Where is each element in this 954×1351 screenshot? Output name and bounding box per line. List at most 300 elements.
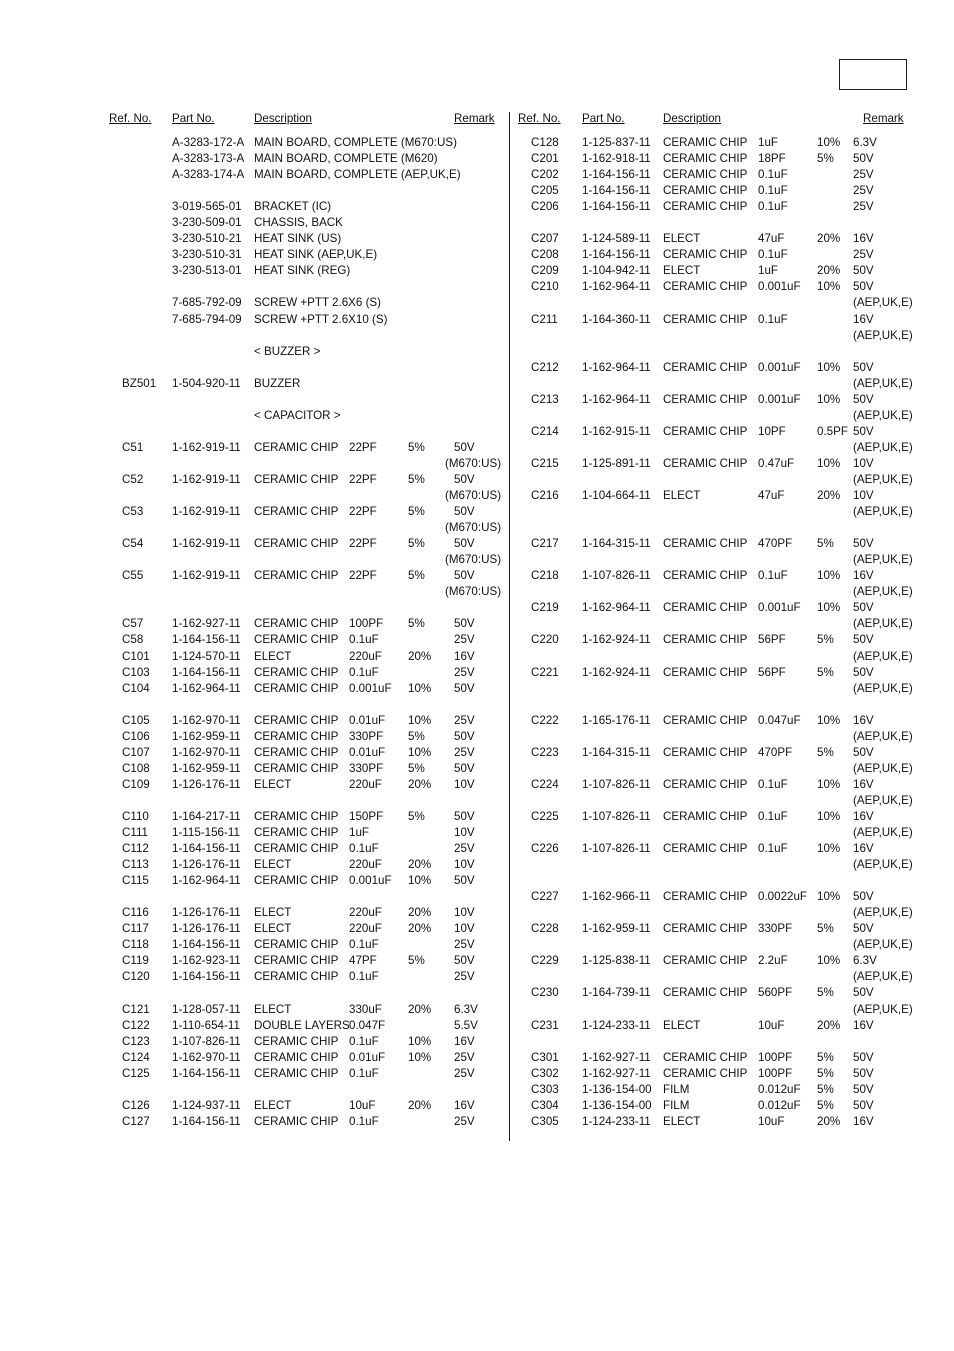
description-cell: CERAMIC CHIP xyxy=(663,954,748,968)
tolerance-cell: 20% xyxy=(408,906,432,920)
remark-cell: 50V xyxy=(853,633,874,647)
description-cell: CERAMIC CHIP xyxy=(663,184,748,198)
description-cell: ELECT xyxy=(254,858,292,872)
ref-no-cell: C103 xyxy=(122,665,150,679)
ref-no-cell: C217 xyxy=(531,537,559,551)
remark-cell: 16V xyxy=(454,1034,475,1048)
value-cell: 0.1uF xyxy=(349,1034,379,1048)
value-cell: 22PF xyxy=(349,569,377,583)
description-cell: CERAMIC CHIP xyxy=(254,874,339,888)
value-cell: 0.1uF xyxy=(758,809,788,823)
description-cell: ELECT xyxy=(663,264,701,278)
tolerance-cell: 10% xyxy=(408,1034,432,1048)
ref-no-cell: C118 xyxy=(122,938,149,952)
ref-no-cell: C108 xyxy=(122,761,150,775)
remark-cell: (AEP,UK,E) xyxy=(853,729,913,743)
description-cell: CHASSIS, BACK xyxy=(254,216,343,230)
value-cell: 10uF xyxy=(758,1114,785,1128)
ref-no-cell: C219 xyxy=(531,601,559,615)
description-cell: CERAMIC CHIP xyxy=(254,713,339,727)
part-no-cell: 1-162-964-11 xyxy=(582,392,651,406)
ref-no-cell: C105 xyxy=(122,713,150,727)
part-no-cell: 1-126-176-11 xyxy=(172,777,241,791)
description-cell: ELECT xyxy=(254,922,292,936)
description-cell: CERAMIC CHIP xyxy=(254,938,339,952)
remark-cell: 25V xyxy=(853,200,874,214)
remark-cell: 50V xyxy=(454,954,475,968)
part-no-cell: 1-126-176-11 xyxy=(172,906,241,920)
ref-no-cell: C107 xyxy=(122,745,150,759)
ref-no-cell: C205 xyxy=(531,184,559,198)
value-cell: 0.1uF xyxy=(349,665,379,679)
ref-no-cell: C211 xyxy=(531,312,558,326)
remark-cell: 50V xyxy=(853,1050,874,1064)
ref-no-cell: C57 xyxy=(122,617,144,631)
part-no-cell: A-3283-174-A xyxy=(172,168,245,182)
value-cell: 220uF xyxy=(349,906,382,920)
description-cell: ELECT xyxy=(663,1114,701,1128)
description-cell: CERAMIC CHIP xyxy=(663,890,748,904)
remark-cell: (AEP,UK,E) xyxy=(853,617,913,631)
ref-no-cell: C128 xyxy=(531,136,559,149)
tolerance-cell: 20% xyxy=(408,1098,432,1112)
description-cell: CERAMIC CHIP xyxy=(254,505,339,519)
part-no-cell: 1-125-891-11 xyxy=(582,456,651,470)
remark-cell: 50V xyxy=(853,264,874,278)
description-cell: ELECT xyxy=(254,649,292,663)
remark-cell: 50V xyxy=(454,472,475,486)
part-no-cell: 1-162-964-11 xyxy=(582,360,651,374)
remark-cell: 50V xyxy=(454,874,475,888)
value-cell: 470PF xyxy=(758,537,793,551)
description-cell: CERAMIC CHIP xyxy=(663,1050,748,1064)
part-no-cell: 1-162-915-11 xyxy=(582,424,651,438)
description-cell: CERAMIC CHIP xyxy=(254,809,339,823)
ref-no-cell: C122 xyxy=(122,1018,150,1032)
tolerance-cell: 20% xyxy=(408,1002,432,1016)
tolerance-cell: 20% xyxy=(817,232,841,246)
remark-cell: 50V xyxy=(853,537,874,551)
ref-no-cell: C121 xyxy=(122,1002,150,1016)
description-cell: HEAT SINK (AEP,UK,E) xyxy=(254,248,378,262)
value-cell: 0.001uF xyxy=(349,874,392,888)
tolerance-cell: 20% xyxy=(817,1114,841,1128)
description-cell: CERAMIC CHIP xyxy=(254,472,339,486)
description-cell: CERAMIC CHIP xyxy=(254,537,339,551)
description-cell: CERAMIC CHIP xyxy=(663,809,748,823)
header-remark: Remark xyxy=(454,112,495,125)
remark-cell: 25V xyxy=(454,938,475,952)
ref-no-cell: C110 xyxy=(122,809,149,823)
ref-no-cell: C228 xyxy=(531,922,559,936)
part-no-cell: 1-164-156-11 xyxy=(172,1066,241,1080)
value-cell: 0.1uF xyxy=(349,938,379,952)
description-cell: ELECT xyxy=(663,489,701,503)
ref-no-cell: C227 xyxy=(531,890,559,904)
remark-cell: 16V xyxy=(853,809,874,823)
header-ref-no: Ref. No. xyxy=(518,112,561,125)
ref-no-cell: C224 xyxy=(531,777,559,791)
tolerance-cell: 10% xyxy=(817,777,841,791)
description-cell: CERAMIC CHIP xyxy=(663,392,748,406)
description-cell: CERAMIC CHIP xyxy=(254,569,339,583)
remark-cell: 16V xyxy=(853,713,874,727)
part-no-cell: 1-164-739-11 xyxy=(582,986,651,1000)
remark-cell: 16V xyxy=(853,777,874,791)
part-no-cell: 1-162-964-11 xyxy=(582,280,651,294)
description-cell: CERAMIC CHIP xyxy=(254,665,339,679)
remark-cell: 25V xyxy=(454,633,475,647)
value-cell: 0.001uF xyxy=(758,601,801,615)
tolerance-cell: 20% xyxy=(817,489,841,503)
description-cell: CERAMIC CHIP xyxy=(254,842,339,856)
tolerance-cell: 5% xyxy=(408,537,425,551)
ref-no-cell: C225 xyxy=(531,809,559,823)
ref-no-cell: C106 xyxy=(122,729,150,743)
remark-cell: (M670:US) xyxy=(445,489,502,503)
tolerance-cell: 20% xyxy=(817,264,841,278)
description-cell: BUZZER xyxy=(254,376,301,390)
tolerance-cell: 10% xyxy=(817,842,841,856)
part-no-cell: 1-162-970-11 xyxy=(172,745,241,759)
tolerance-cell: 5% xyxy=(817,922,834,936)
remark-cell: 25V xyxy=(454,970,475,984)
remark-cell: 10V xyxy=(454,922,475,936)
value-cell: 0.1uF xyxy=(758,184,788,198)
ref-no-cell: C210 xyxy=(531,280,559,294)
ref-no-cell: C54 xyxy=(122,537,144,551)
value-cell: 22PF xyxy=(349,472,377,486)
part-no-cell: 3-230-510-31 xyxy=(172,248,242,262)
remark-cell: 10V xyxy=(454,858,475,872)
description-cell: CERAMIC CHIP xyxy=(663,280,748,294)
part-no-cell: 3-230-510-21 xyxy=(172,232,242,246)
ref-no-cell: C208 xyxy=(531,248,559,262)
value-cell: 0.1uF xyxy=(758,312,788,326)
part-no-cell: 1-124-233-11 xyxy=(582,1018,651,1032)
ref-no-cell: C201 xyxy=(531,152,559,166)
remark-cell: 50V xyxy=(853,601,874,615)
ref-no-cell: C127 xyxy=(122,1114,150,1128)
part-no-cell: 1-115-156-11 xyxy=(172,826,240,840)
remark-cell: 10V xyxy=(454,906,475,920)
remark-cell: 25V xyxy=(454,745,475,759)
part-no-cell: 1-162-919-11 xyxy=(172,472,241,486)
header-part-no: Part No. xyxy=(582,112,625,125)
tolerance-cell: 5% xyxy=(408,954,425,968)
ref-no-cell: C303 xyxy=(531,1082,559,1096)
remark-cell: (AEP,UK,E) xyxy=(853,440,913,454)
tolerance-cell: 5% xyxy=(817,537,834,551)
remark-cell: 25V xyxy=(454,1114,475,1128)
value-cell: 0.1uF xyxy=(349,633,379,647)
remark-cell: 50V xyxy=(853,424,874,438)
tolerance-cell: 10% xyxy=(817,360,841,374)
ref-no-cell: C115 xyxy=(122,874,149,888)
part-no-cell: 1-164-156-11 xyxy=(172,938,241,952)
ref-no-cell: C126 xyxy=(122,1098,150,1112)
description-cell: CERAMIC CHIP xyxy=(663,713,748,727)
remark-cell: 50V xyxy=(853,986,874,1000)
remark-cell: 50V xyxy=(853,392,874,406)
header-description: Description xyxy=(254,112,312,125)
ref-no-cell: C117 xyxy=(122,922,149,936)
remark-cell: (M670:US) xyxy=(445,585,502,599)
part-no-cell: 1-126-176-11 xyxy=(172,922,241,936)
description-cell: < CAPACITOR > xyxy=(254,408,341,422)
ref-no-cell: C231 xyxy=(531,1018,559,1032)
tolerance-cell: 10% xyxy=(408,745,432,759)
part-no-cell: 7-685-792-09 xyxy=(172,296,242,310)
remark-cell: 50V xyxy=(454,505,475,519)
value-cell: 0.1uF xyxy=(758,842,788,856)
description-cell: CERAMIC CHIP xyxy=(663,633,748,647)
value-cell: 0.01uF xyxy=(349,1050,386,1064)
tolerance-cell: 5% xyxy=(817,1082,834,1096)
value-cell: 10uF xyxy=(349,1098,376,1112)
tolerance-cell: 5% xyxy=(408,505,425,519)
description-cell: CERAMIC CHIP xyxy=(254,1034,339,1048)
remark-cell: 16V xyxy=(853,1018,874,1032)
ref-no-cell: C212 xyxy=(531,360,559,374)
remark-cell: 10V xyxy=(853,489,874,503)
remark-cell: 10V xyxy=(454,777,475,791)
description-cell: BRACKET (IC) xyxy=(254,200,332,214)
value-cell: 18PF xyxy=(758,152,786,166)
description-cell: CERAMIC CHIP xyxy=(663,777,748,791)
value-cell: 0.001uF xyxy=(349,681,392,695)
remark-cell: 16V xyxy=(454,649,475,663)
remark-cell: 50V xyxy=(454,537,475,551)
remark-cell: 50V xyxy=(853,890,874,904)
remark-cell: (AEP,UK,E) xyxy=(853,585,913,599)
remark-cell: (AEP,UK,E) xyxy=(853,938,913,952)
page-number-box xyxy=(839,59,907,90)
part-no-cell: 1-162-959-11 xyxy=(172,761,241,775)
part-no-cell: A-3283-172-A xyxy=(172,136,245,149)
part-no-cell: 1-162-966-11 xyxy=(582,890,651,904)
remark-cell: 50V xyxy=(853,152,874,166)
remark-cell: (AEP,UK,E) xyxy=(853,1002,913,1016)
remark-cell: 50V xyxy=(853,280,874,294)
remark-cell: 50V xyxy=(853,1082,874,1096)
remark-cell: 16V xyxy=(853,569,874,583)
part-no-cell: 3-230-513-01 xyxy=(172,264,242,278)
value-cell: 1uF xyxy=(349,826,369,840)
part-no-cell: 1-124-233-11 xyxy=(582,1114,651,1128)
part-no-cell: 1-164-217-11 xyxy=(172,809,241,823)
tolerance-cell: 10% xyxy=(408,681,432,695)
ref-no-cell: C216 xyxy=(531,489,559,503)
remark-cell: 25V xyxy=(853,184,874,198)
remark-cell: 6.3V xyxy=(853,136,877,149)
part-no-cell: 1-164-156-11 xyxy=(172,842,241,856)
ref-no-cell: C218 xyxy=(531,569,559,583)
ref-no-cell: C202 xyxy=(531,168,559,182)
value-cell: 330PF xyxy=(758,922,793,936)
description-cell: CERAMIC CHIP xyxy=(663,152,748,166)
tolerance-cell: 5% xyxy=(817,1066,834,1080)
part-no-cell: 1-162-924-11 xyxy=(582,633,651,647)
part-no-cell: 1-164-156-11 xyxy=(172,970,241,984)
description-cell: CERAMIC CHIP xyxy=(254,617,339,631)
value-cell: 330PF xyxy=(349,761,384,775)
remark-cell: 6.3V xyxy=(853,954,877,968)
part-no-cell: 1-162-970-11 xyxy=(172,713,241,727)
description-cell: CERAMIC CHIP xyxy=(663,424,748,438)
ref-no-cell: BZ501 xyxy=(122,376,157,390)
remark-cell: (AEP,UK,E) xyxy=(853,296,913,310)
remark-cell: 50V xyxy=(454,569,475,583)
ref-no-cell: C120 xyxy=(122,970,150,984)
tolerance-cell: 20% xyxy=(408,649,432,663)
ref-no-cell: C109 xyxy=(122,777,150,791)
remark-cell: (AEP,UK,E) xyxy=(853,408,913,422)
value-cell: 0.01uF xyxy=(349,745,386,759)
value-cell: 1uF xyxy=(758,136,778,149)
description-cell: DOUBLE LAYERS xyxy=(254,1018,350,1032)
remark-cell: 50V xyxy=(853,745,874,759)
description-cell: MAIN BOARD, COMPLETE (M620) xyxy=(254,152,438,166)
value-cell: 0.001uF xyxy=(758,280,801,294)
remark-cell: 50V xyxy=(454,809,475,823)
value-cell: 47PF xyxy=(349,954,377,968)
ref-no-cell: C51 xyxy=(122,440,144,454)
header-remark: Remark xyxy=(863,112,904,125)
tolerance-cell: 5% xyxy=(817,1098,834,1112)
description-cell: ELECT xyxy=(254,1002,292,1016)
remark-cell: 25V xyxy=(454,1066,475,1080)
value-cell: 100PF xyxy=(349,617,384,631)
part-no-cell: 1-164-315-11 xyxy=(582,745,651,759)
ref-no-cell: C55 xyxy=(122,569,144,583)
remark-cell: (AEP,UK,E) xyxy=(853,793,913,807)
part-no-cell: 1-162-919-11 xyxy=(172,440,241,454)
part-no-cell: 1-124-589-11 xyxy=(582,232,651,246)
ref-no-cell: C226 xyxy=(531,842,559,856)
ref-no-cell: C124 xyxy=(122,1050,150,1064)
ref-no-cell: C104 xyxy=(122,681,150,695)
part-no-cell: 1-125-838-11 xyxy=(582,954,651,968)
remark-cell: (AEP,UK,E) xyxy=(853,761,913,775)
description-cell: CERAMIC CHIP xyxy=(254,745,339,759)
value-cell: 220uF xyxy=(349,777,382,791)
tolerance-cell: 5% xyxy=(408,472,425,486)
value-cell: 330uF xyxy=(349,1002,382,1016)
part-no-cell: 1-164-156-11 xyxy=(582,184,651,198)
value-cell: 22PF xyxy=(349,505,377,519)
remark-cell: 50V xyxy=(853,360,874,374)
ref-no-cell: C209 xyxy=(531,264,559,278)
value-cell: 100PF xyxy=(758,1066,793,1080)
description-cell: FILM xyxy=(663,1098,690,1112)
value-cell: 0.0022uF xyxy=(758,890,807,904)
remark-cell: 10V xyxy=(853,456,874,470)
ref-no-cell: C112 xyxy=(122,842,149,856)
tolerance-cell: 10% xyxy=(817,136,841,149)
description-cell: CERAMIC CHIP xyxy=(254,633,339,647)
description-cell: < BUZZER > xyxy=(254,344,321,358)
part-no-cell: 1-162-919-11 xyxy=(172,537,241,551)
description-cell: CERAMIC CHIP xyxy=(663,360,748,374)
part-no-cell: 1-164-156-11 xyxy=(582,200,651,214)
ref-no-cell: C53 xyxy=(122,505,144,519)
part-no-cell: 1-162-919-11 xyxy=(172,569,241,583)
description-cell: CERAMIC CHIP xyxy=(663,922,748,936)
part-no-cell: 3-230-509-01 xyxy=(172,216,242,230)
value-cell: 0.01uF xyxy=(349,713,386,727)
part-no-cell: 1-110-654-11 xyxy=(172,1018,240,1032)
remark-cell: (M670:US) xyxy=(445,553,502,567)
value-cell: 0.1uF xyxy=(758,168,788,182)
header-part-no: Part No. xyxy=(172,112,215,125)
remark-cell: (AEP,UK,E) xyxy=(853,970,913,984)
part-no-cell: 1-107-826-11 xyxy=(172,1034,241,1048)
tolerance-cell: 5% xyxy=(817,986,834,1000)
part-no-cell: A-3283-173-A xyxy=(172,152,245,166)
ref-no-cell: C119 xyxy=(122,954,149,968)
value-cell: 47uF xyxy=(758,489,785,503)
part-no-cell: 7-685-794-09 xyxy=(172,312,242,326)
description-cell: CERAMIC CHIP xyxy=(663,842,748,856)
remark-cell: 50V xyxy=(853,1098,874,1112)
value-cell: 10PF xyxy=(758,424,786,438)
description-cell: MAIN BOARD, COMPLETE (M670:US) xyxy=(254,136,457,149)
ref-no-cell: C215 xyxy=(531,456,559,470)
part-no-cell: 1-164-360-11 xyxy=(582,312,651,326)
part-no-cell: 1-162-919-11 xyxy=(172,505,241,519)
tolerance-cell: 5% xyxy=(817,665,834,679)
description-cell: CERAMIC CHIP xyxy=(254,761,339,775)
ref-no-cell: C213 xyxy=(531,392,559,406)
ref-no-cell: C304 xyxy=(531,1098,559,1112)
value-cell: 220uF xyxy=(349,922,382,936)
tolerance-cell: 10% xyxy=(817,569,841,583)
remark-cell: 50V xyxy=(853,1066,874,1080)
tolerance-cell: 5% xyxy=(408,440,425,454)
description-cell: CERAMIC CHIP xyxy=(663,601,748,615)
remark-cell: 50V xyxy=(454,440,475,454)
part-no-cell: 1-162-927-11 xyxy=(582,1050,651,1064)
tolerance-cell: 5% xyxy=(408,761,425,775)
tolerance-cell: 5% xyxy=(817,152,834,166)
remark-cell: (AEP,UK,E) xyxy=(853,376,913,390)
ref-no-cell: C222 xyxy=(531,713,559,727)
remark-cell: (AEP,UK,E) xyxy=(853,858,913,872)
remark-cell: 50V xyxy=(454,729,475,743)
part-no-cell: 1-162-923-11 xyxy=(172,954,241,968)
tolerance-cell: 10% xyxy=(408,874,432,888)
value-cell: 560PF xyxy=(758,986,793,1000)
part-no-cell: 1-107-826-11 xyxy=(582,569,651,583)
ref-no-cell: C223 xyxy=(531,745,559,759)
tolerance-cell: 20% xyxy=(408,922,432,936)
value-cell: 0.001uF xyxy=(758,392,801,406)
part-no-cell: 1-162-959-11 xyxy=(172,729,241,743)
tolerance-cell: 5% xyxy=(408,729,425,743)
value-cell: 0.1uF xyxy=(758,248,788,262)
ref-no-cell: C116 xyxy=(122,906,149,920)
remark-cell: (AEP,UK,E) xyxy=(853,328,913,342)
value-cell: 0.047uF xyxy=(758,713,801,727)
value-cell: 100PF xyxy=(758,1050,793,1064)
value-cell: 0.1uF xyxy=(758,200,788,214)
ref-no-cell: C113 xyxy=(122,858,149,872)
tolerance-cell: 5% xyxy=(817,1050,834,1064)
remark-cell: 50V xyxy=(454,617,475,631)
value-cell: 0.012uF xyxy=(758,1098,801,1112)
ref-no-cell: C305 xyxy=(531,1114,559,1128)
